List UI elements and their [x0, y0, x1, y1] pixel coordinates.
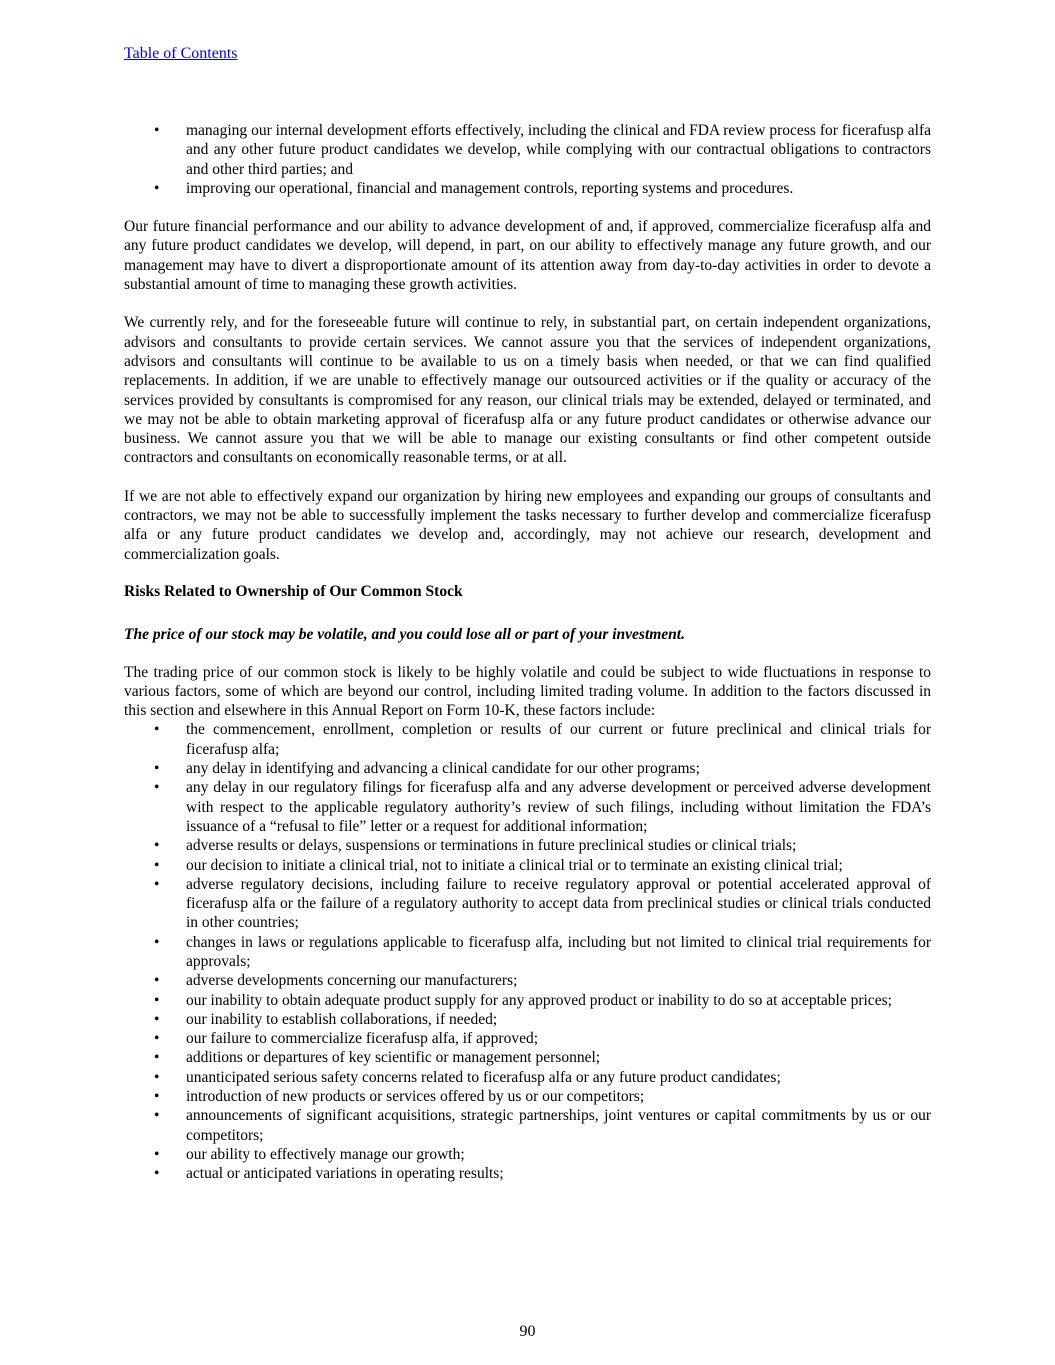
list-item: • our inability to establish collaborations, if needed;: [124, 1010, 931, 1029]
page-number: 90: [519, 1323, 536, 1340]
list-item: • additions or departures of key scientific or management personnel;: [124, 1048, 931, 1067]
list-item: • managing our internal development efforts effectively, including the clinical and FDA review process for ficerafusp alfa and any other future product candidates we develop, while complying with our contractual obligations to contractors and other third parties; and: [124, 121, 931, 179]
list-item: • unanticipated serious safety concerns related to ficerafusp alfa or any future product candidates;: [124, 1068, 931, 1087]
list-item: • the commencement, enrollment, completion or results of our current or future preclinical and clinical trials for ficerafusp alfa;: [124, 720, 931, 759]
table-of-contents-link[interactable]: Table of Contents: [124, 45, 238, 62]
paragraph-growth: Our future financial performance and our ability to advance development of and, if approved, commercialize ficerafusp alfa and any future product candidates we develop, will depend, in part, on our ability to effectively manage any future growth, and our management may have to divert a disproportionate amount of its attention away from day-to-day activities in order to devote a substantial amount of time to managing these growth activities.: [124, 218, 931, 294]
list-item: • adverse regulatory decisions, including failure to receive regulatory approval or potential accelerated approval of ficerafusp alfa or the failure of a regulatory authority to accept data from preclinical studies or clinical trials conducted in other countries;: [124, 875, 931, 933]
bullet-list-top: [124, 121, 931, 198]
list-item: • our decision to initiate a clinical trial, not to initiate a clinical trial or to terminate an existing clinical trial;: [124, 856, 931, 875]
list-item: • any delay in identifying and advancing a clinical candidate for our other programs;: [124, 759, 931, 778]
list-item: • announcements of significant acquisitions, strategic partnerships, joint ventures or capital commitments by us or our competitors;: [124, 1106, 931, 1145]
risk-heading: The price of our stock may be volatile, and you could lose all or part of your investment.: [124, 626, 685, 644]
list-item: • actual or anticipated variations in operating results;: [124, 1164, 931, 1183]
list-item: • our failure to commercialize ficerafusp alfa, if approved;: [124, 1029, 931, 1048]
list-item: • our ability to effectively manage our growth;: [124, 1145, 931, 1164]
list-item: • any delay in our regulatory filings for ficerafusp alfa and any adverse development or perceived adverse development with respect to the applicable regulatory authority’s review of such filings, including without limitation the FDA’s issuance of a “refusal to file” letter or a request for additional information;: [124, 778, 931, 836]
section-heading: Risks Related to Ownership of Our Common Stock: [124, 582, 463, 600]
list-item: • improving our operational, financial and management controls, reporting systems and procedures.: [124, 179, 931, 198]
list-item: • adverse developments concerning our manufacturers;: [124, 971, 931, 990]
page-content: [124, 121, 931, 1184]
bullet-list-factors: [124, 720, 931, 1183]
paragraph-expansion: If we are not able to effectively expand our organization by hiring new employees and expanding our groups of consultants and contractors, we may not be able to successfully implement the tasks necessary to further develop and commercialize ficerafusp alfa or any future product candidates we develop and, accordingly, may not achieve our research, development and commercialization goals.: [124, 487, 931, 563]
paragraph-intro: The trading price of our common stock is likely to be highly volatile and could be subject to wide fluctuations in response to various factors, some of which are beyond our control, including limited trading volume. In addition to the factors discussed in this section and elsewhere in this Annual Report on Form 10-K, these factors include:: [124, 663, 931, 720]
list-item: • introduction of new products or services offered by us or our competitors;: [124, 1087, 931, 1106]
list-item: • changes in laws or regulations applicable to ficerafusp alfa, including but not limited to clinical trial requirements for approvals;: [124, 933, 931, 972]
paragraph-consultants: We currently rely, and for the foreseeable future will continue to rely, in substantial part, on certain independent organizations, advisors and consultants to provide certain services. We cannot assure you that the services of independent organizations, advisors and consultants will continue to be available to us on a timely basis when needed, or that we can find qualified replacements. In addition, if we are unable to effectively manage our outsourced activities or if the quality or accuracy of the services provided by consultants is compromised for any reason, our clinical trials may be extended, delayed or terminated, and we may not be able to obtain marketing approval of ficerafusp alfa or any future product candidates or otherwise advance our business. We cannot assure you that we will be able to manage our existing consultants or find other competent outside contractors and consultants on economically reasonable terms, or at all.: [124, 314, 931, 467]
list-item: • our inability to obtain adequate product supply for any approved product or inability to do so at acceptable prices;: [124, 991, 931, 1010]
list-item: • adverse results or delays, suspensions or terminations in future preclinical studies or clinical trials;: [124, 836, 931, 855]
